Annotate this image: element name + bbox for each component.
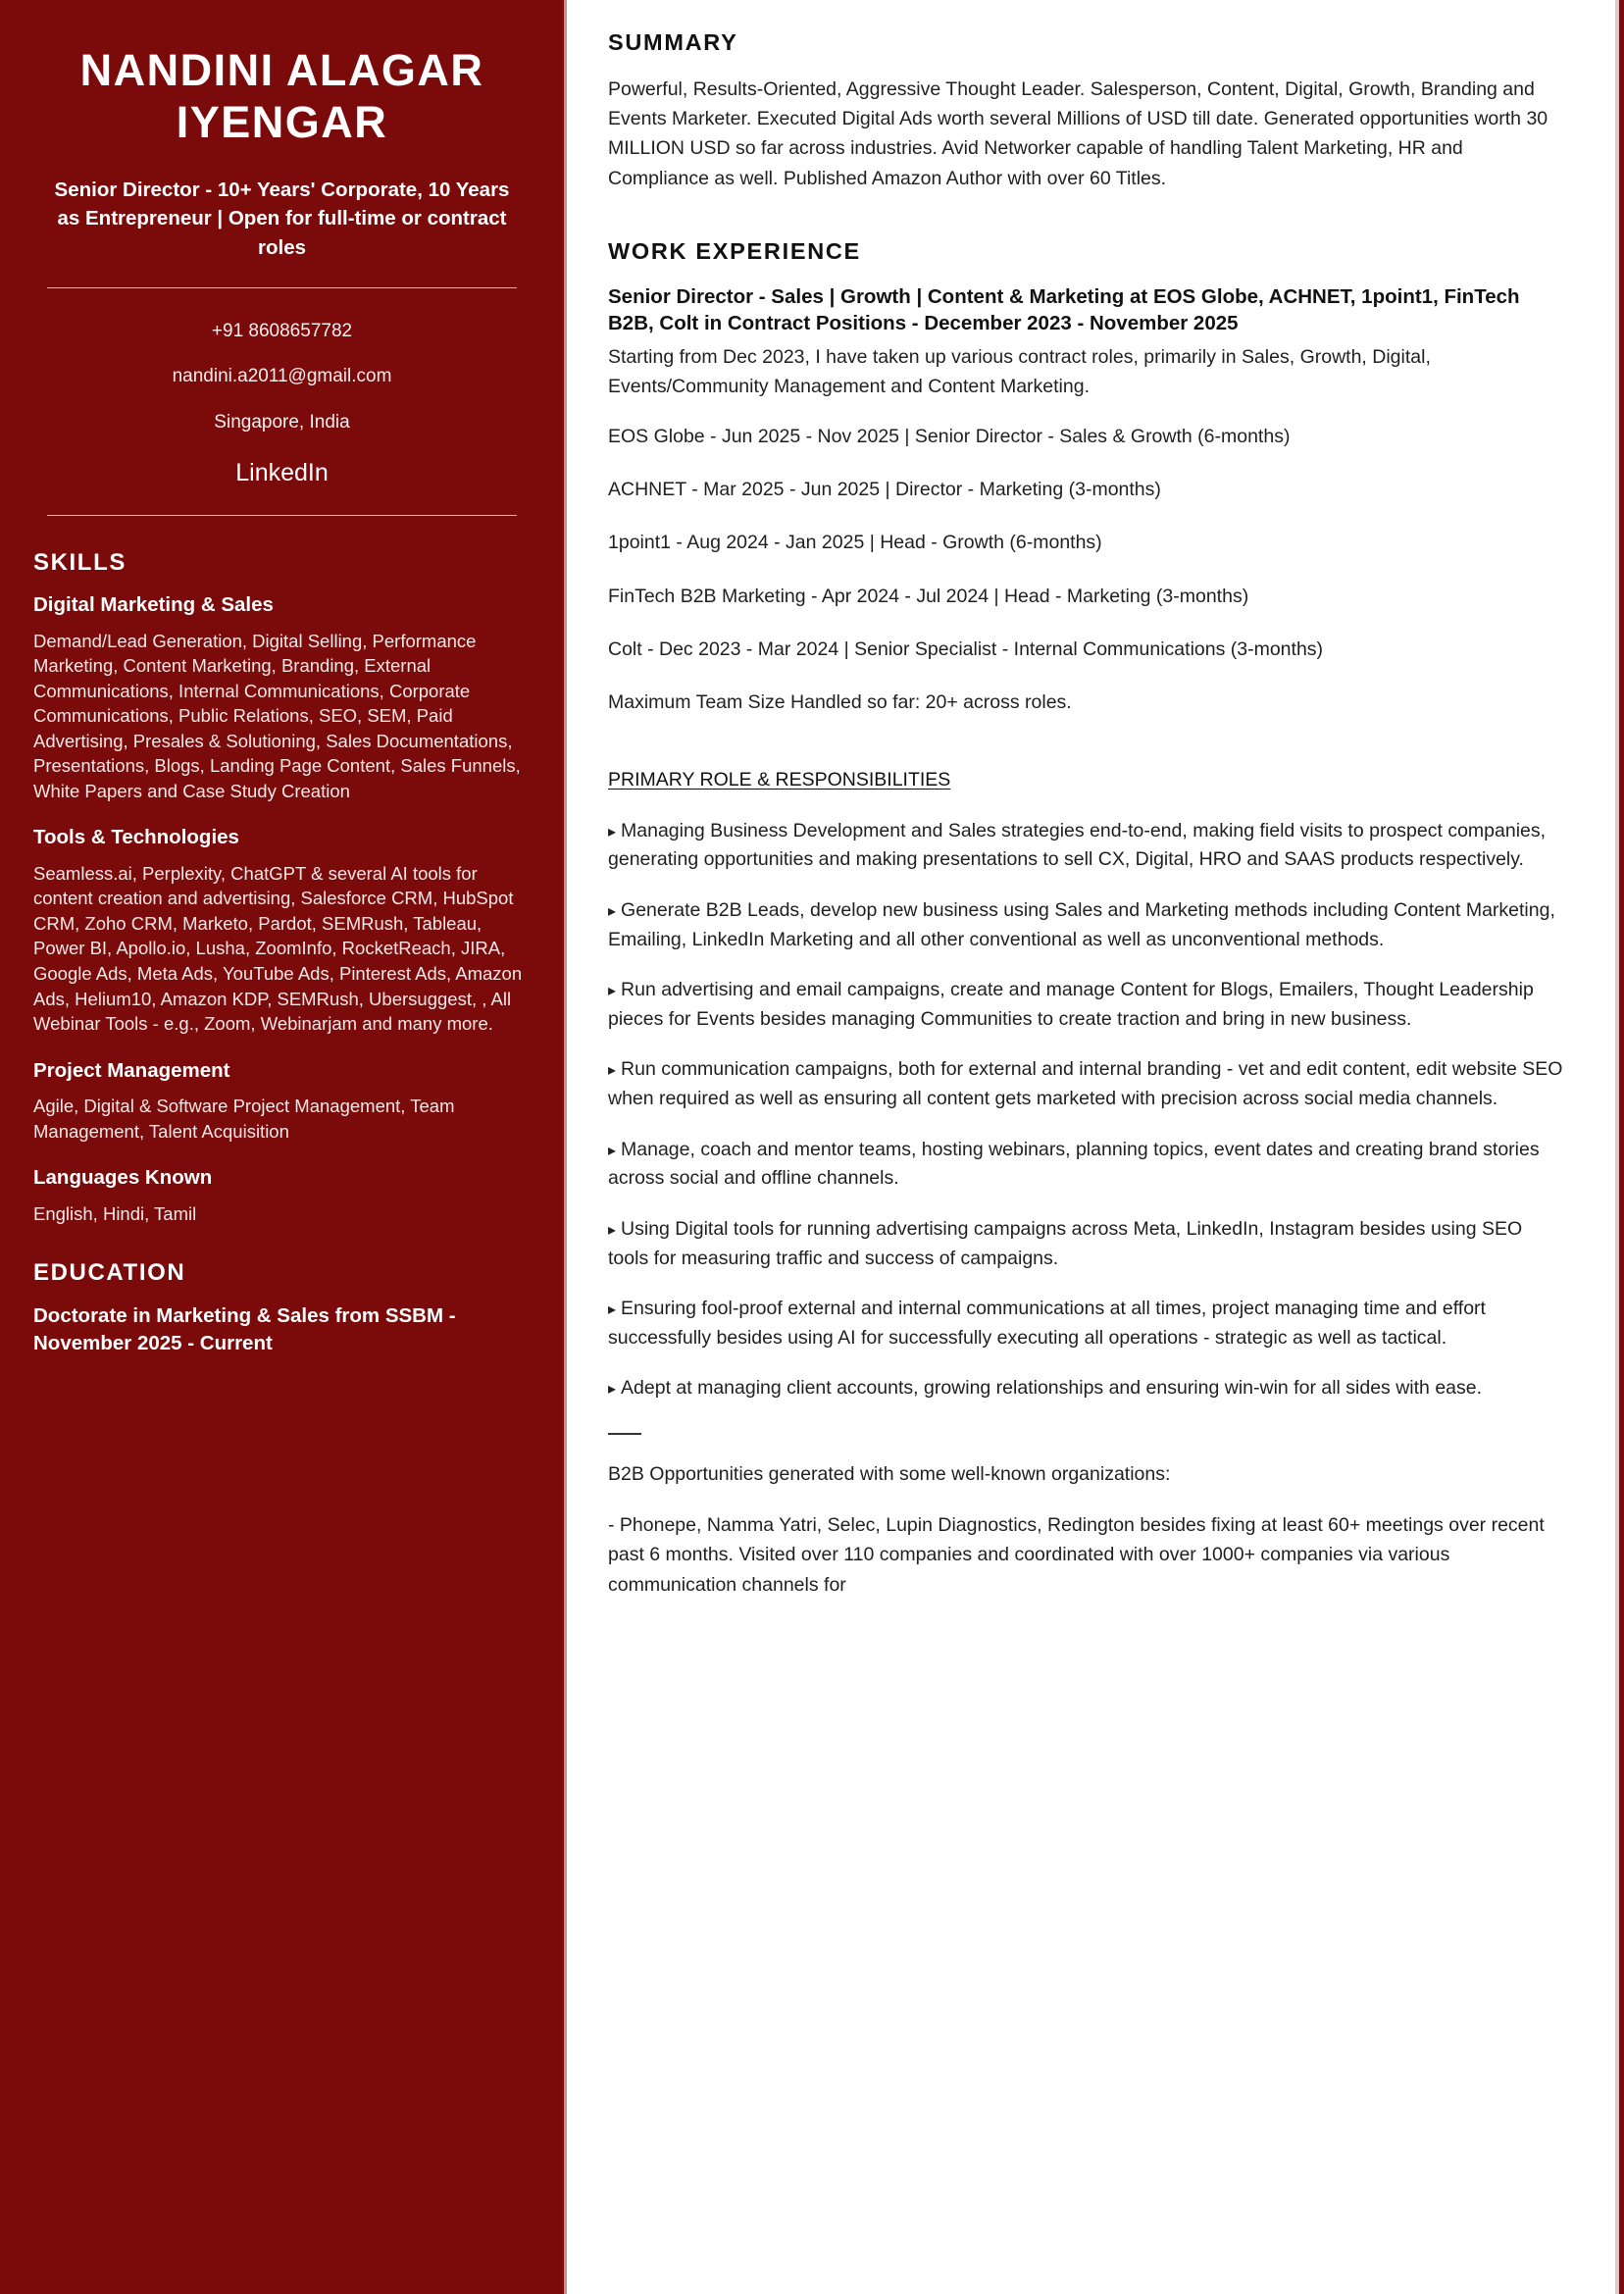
responsibility-bullet [608, 896, 1565, 954]
responsibilities-heading: PRIMARY ROLE & RESPONSIBILITIES [608, 769, 951, 791]
skill-group-body-digital-marketing-sales: Demand/Lead Generation, Digital Selling, Performance Marketing, Content Marketing, Branding, External Communications, Internal Communications, Corporate Communications, Public Relations, SEO, SEM, Paid Advertising, Presales & Solutioning, Sales Documentations, Presentations, Blogs, Landing Page Content, Sales Funnels, White Papers and Case Study Creation [33, 630, 521, 801]
skill-group-heading-digital-marketing-sales: Digital Marketing & Sales [33, 593, 274, 617]
role-line: 1point1 - Aug 2024 - Jan 2025 | Head - Growth (6-months) [608, 532, 1102, 554]
main-column [567, 0, 1624, 2294]
responsibility-text: Manage, coach and mentor teams, hosting webinars, planning topics, event dates and creating brand stories across social and offline channels. [608, 1138, 1540, 1190]
email-address[interactable]: nandini.a2011@gmail.com [172, 366, 392, 387]
triangle-bullet-icon: ▸ [608, 823, 617, 841]
responsibility-text: Adept at managing client accounts, growing relationships and ensuring win-win for all sides with ease. [621, 1377, 1483, 1400]
location: Singapore, India [214, 411, 350, 433]
responsibility-text: Generate B2B Leads, develop new business using Sales and Marketing methods including Content Marketing, Emailing, LinkedIn Marketing and all other conventional as well as unconventional methods. [608, 898, 1555, 950]
divider-bottom [47, 515, 517, 516]
skill-group-body-tools-technologies: Seamless.ai, Perplexity, ChatGPT & several AI tools for content creation and advertising, Salesforce CRM, HubSpot CRM, Zoho CRM, Marketo, Pardot, SEMRush, Tableau, Power BI, Apollo.io, Lusha, ZoomInfo, RocketReach, JIRA, Google Ads, Meta Ads, YouTube Ads, Pinterest Ads, Amazon Ads, Helium10, Amazon KDP, SEMRush, Ubersuggest, , All Webinar Tools - e.g., Zoom, Webinarjam and many more. [33, 862, 523, 1035]
section-divider-dash [608, 1433, 641, 1435]
responsibility-text: Using Digital tools for running advertising campaigns across Meta, LinkedIn, Instagram besides using SEO tools for measuring traffic and success of campaigns. [608, 1217, 1523, 1269]
job-intro: Starting from Dec 2023, I have taken up various contract roles, primarily in Sales, Growth, Digital, Events/Community Management and Content Marketing. [608, 346, 1431, 397]
summary-section-title: SUMMARY [608, 29, 738, 55]
page-title: NANDINI ALAGAR IYENGAR [79, 45, 484, 147]
right-edge-rule [1615, 0, 1624, 2294]
headline: Senior Director - 10+ Years' Corporate, 10 Years as Entrepreneur | Open for full-time or contract roles [54, 178, 510, 259]
opportunities-heading: B2B Opportunities generated with some well-known organizations: [608, 1463, 1171, 1485]
triangle-bullet-icon: ▸ [608, 1381, 617, 1399]
summary-section [608, 29, 1565, 193]
education-section-title: EDUCATION [33, 1259, 186, 1287]
responsibility-bullet [608, 1374, 1565, 1403]
education-degree: Doctorate in Marketing & Sales from SSBM - November 2025 - Current [33, 1304, 456, 1354]
summary-body: Powerful, Results-Oriented, Aggressive Thought Leader. Salesperson, Content, Digital, Growth, Branding and Events Marketer. Executed Digital Ads worth several Millions of USD till date. Generated opportunities worth 30 MILLION USD so far across industries. Avid Networker capable of handling Talent Marketing, HR and Compliance as well. Published Amazon Author with over 60 Titles. [608, 78, 1548, 189]
role-line: Colt - Dec 2023 - Mar 2024 | Senior Specialist - Internal Communications (3-months) [608, 637, 1324, 660]
role-line: ACHNET - Mar 2025 - Jun 2025 | Director - Marketing (3-months) [608, 479, 1161, 501]
education-section [33, 1259, 531, 1356]
role-line: EOS Globe - Jun 2025 - Nov 2025 | Senior Director - Sales & Growth (6-months) [608, 425, 1291, 447]
role-line: FinTech B2B Marketing - Apr 2024 - Jul 2024 | Head - Marketing (3-months) [608, 585, 1249, 607]
skills-section-title: SKILLS [33, 549, 127, 577]
responsibility-text: Managing Business Development and Sales strategies end-to-end, making field visits to prospect companies, generating opportunities and making presentations to sell CX, Digital, HRO and SAAS products respectively. [608, 819, 1547, 871]
responsibility-bullet [608, 1136, 1565, 1194]
contact-block [33, 288, 531, 488]
phone-number[interactable]: +91 8608657782 [211, 320, 353, 341]
skill-group-heading-languages-known: Languages Known [33, 1166, 213, 1190]
job-title: Senior Director - Sales | Growth | Content & Marketing at EOS Globe, ACHNET, 1point1, FinTech B2B, Colt in Contract Positions - December 2023 - November 2025 [608, 284, 1520, 335]
triangle-bullet-icon: ▸ [608, 1221, 617, 1239]
responsibility-text: Run communication campaigns, both for external and internal branding - vet and edit content, edit website SEO when required as well as ensuring all content gets marketed with precision across social media channels. [608, 1058, 1563, 1109]
responsibility-bullet [608, 1215, 1565, 1273]
skill-group-heading-project-management: Project Management [33, 1058, 230, 1082]
linkedin-link[interactable]: LinkedIn [235, 458, 329, 486]
triangle-bullet-icon: ▸ [608, 983, 617, 1000]
triangle-bullet-icon: ▸ [608, 1142, 617, 1159]
opportunities-body: - Phonepe, Namma Yatri, Selec, Lupin Diagnostics, Redington besides fixing at least 60+ meetings over recent past 6 months. Visited over 110 companies and coordinated with over 1000+ companies via various communication channels for [608, 1514, 1545, 1596]
team-size-line: Maximum Team Size Handled so far: 20+ across roles. [608, 691, 1072, 714]
responsibility-text: Run advertising and email campaigns, create and manage Content for Blogs, Emailers, Thought Leadership pieces for Events besides managing Communities to create traction and bring in new business. [608, 979, 1534, 1030]
name-block [33, 45, 531, 262]
responsibility-bullet [608, 1295, 1565, 1352]
responsibility-text: Ensuring fool-proof external and internal communications at all times, project managing time and effort successfully besides using AI for successfully executing all operations - strategic as well as tactical. [608, 1298, 1486, 1349]
responsibility-bullet [608, 976, 1565, 1034]
skills-section [33, 549, 531, 1226]
skill-group-body-languages-known: English, Hindi, Tamil [33, 1202, 197, 1224]
divider-top [47, 287, 517, 288]
work-section-title: WORK EXPERIENCE [608, 237, 861, 264]
sidebar [0, 0, 567, 2294]
triangle-bullet-icon: ▸ [608, 902, 617, 920]
responsibility-bullet [608, 817, 1565, 875]
skill-group-body-project-management: Agile, Digital & Software Project Management, Team Management, Talent Acquisition [33, 1096, 455, 1142]
responsibility-bullet [608, 1055, 1565, 1113]
triangle-bullet-icon: ▸ [608, 1062, 617, 1080]
skill-group-heading-tools-technologies: Tools & Technologies [33, 826, 239, 849]
triangle-bullet-icon: ▸ [608, 1301, 617, 1319]
work-experience-section [608, 238, 1565, 1600]
